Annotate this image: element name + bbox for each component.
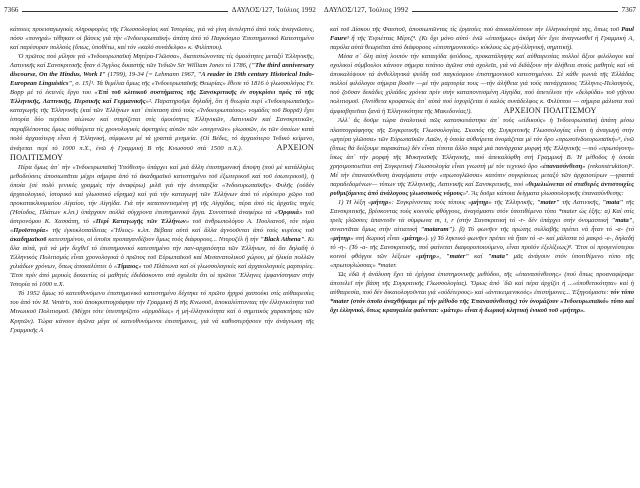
paragraph: 1) Ἡ λέξη «μήτηρ»: Συγκρίνοντας τούς τύπους «μήτηρ» τῆς Ἑλληνικῆς, "mater" τῆς Λατινικῆς, "mata" τῆς Σανσκριτικῆς, βρίσκοντας τούς κοινούς φθόγγους, ἀναγόμαστε στόν ὑποτιθέμενο τύπο *mater ὡς ἑξῆς: α) Καί στίς τρεῖς γλῶσσες ἀπαντοῦν τά σύμφωνα m, t, r (στήν Σανσκριτική τό -r- δέν ὑπάρχει στήν ὀνομαστική "mata", συναντᾶται ὅμως στήν αἰτιατική "mataram"). β) Τό φωνῆεν τῆς πρώτης συλλαβῆς πρέπει νά ἦταν τό -α- (τό «μήτηρ» στή δωρική εἶναι «μάτηρ»). γ) Τό ληκτικό φωνῆεν πρέπει νά ἦταν τό -e- καί μάλιστα τό μακρό -e-, δηλαδή τό -η-. (Τό -a- τῆς Σανσκριτικῆς, πού φαίνεται διαφοροποιούμενο, εἶναι προϊόν ἐξελίξεως)⁸. Ἔτσι οἱ προγενέστεροι κοινοί φθόγγοι τῶν λέξεων «μήτηρ», "mater" καί "mata" μᾶς ἀνάγουν στόν ὑποτιθέμενο τύπο τῆς «πρωτογλώσσας» *mater. (330, 198, 635, 270)
right-page (324, 0, 636, 488)
page-number: 7366 (4, 6, 19, 14)
paragraph: καί τοῦ Δίσκου τῆς Φαιστοῦ, ἀποσιωπῶντας τίς ἐργασίες πού ἀποκαλύπτουν τήν ἑλληνικότητά της, ὅπως τοῦ Paul Faure³ ἤ τῆς Ἐνριέττας Μέρτζ⁴. (Κι ὄχι μόνο αὐτό· ἐνῶ «ἐπισήμως» ἀκόμη δέν ἔχει ἀναγνωσθεῖ ἡ Γραμμική Α, παρόλα αὐτά θεωρεῖται ἀπό διάφορους «ἐπιστημονικούς» κύκλους ὡς μή-ἑλληνική, σημιτική). (330, 26, 634, 52)
paragraph: Μέσα σ᾽ ὅλη αὐτή λοιπόν τήν καταιγίδα ψεύδους, προκατάληψης καί αὐθαιρεσίας πολλοί ἄξιοι φιλόλογοι καί σχολικοί σύμβουλοι κάνουν σήμερα τιτάνιο ἀγῶνα στά σχολεῖα, γιά νά διδάξουν τήν ἀλήθεια στούς μαθητές καί νά ἀποκαλύψουν τά ἀνθελληνικά ψεύδη τοῦ παγκόσμιου ἐπιστημονικοῦ κατεστημένου. Σέ κάθε γωνιά τῆς Ἑλλάδας πολλοί φιλόλογοι σήμερα βοοῦν —μέ τήν μαρτυρία τους —τήν ἀλήθεια γιά τούς πανάρχαιους Ἕλληνες-Πελασγούς, πού ζοῦσαν δεκάδες χιλιάδες χρόνια πρίν στήν καταποντισμένη Αἰγηίδα, πού ἀπετέλεσε τήν «δελφύδα» τοῦ γήϊνου πολιτισμοῦ. (Ἀντίθετα κροφανώς ἀπ᾽ αὐτά πού ἰσχυρίζεται ὁ καλός συνάδελφος κ. Φιλίππου — σήμερα μάλιστα πού ἀμφισβητεῖται ξανά ἡ Ἑλληνικότητα τῆς Μακεδονίας!). ΑΡΧΕΙΟΝ ΠΟΛΙΤΙΣΜΟΥ (330, 53, 634, 116)
page-header (324, 4, 636, 16)
paragraph: Πέρα ὅμως ἀπ᾽ τήν «Ἰνδοευρωπαϊκή Ὑπόθεση» ὑπάρχει καί μιά ἄλλη ἐπιστημονική ἄποψη (πού μέ κατάλληλες μεθοδεύσεις ἀποσιωπᾶται μέχρι σήμερα ἀπό τό ἀκαδημαϊκό κατεστημένο τοῦ ἐξωτερικοῦ καί τοῦ ἐσωτερικοῦ), ἡ ὁποία (σέ πολύ γενικές γραμμές τήν ἀναφέρω) μιλᾶ γιά τήν ἀνυπαρξία «Ἰνδοευρωπαϊκῆς» Φυλῆς (οὐδέν ἀρχαιολογικό, ἱστορικό καί γλωσσικό εὕρημα) καί γιά τήν καταγωγή τῶν Ἑλλήνων ἀπό τό εὐρύτερο χῶρο τοῦ προκατακλυσμιαίου Αἰγαίου, τήν Αἰγηίδα. Γιά τήν καταποντισμένη γῆ τῆς Αἰγηίδας, πέρα ἀπό τίς ἀρχαῖες πηγές (Ἡσίοδος, Πλάτων κ.λπ.) ὑπάρχουν πολλά σύγχρονα ἐπιστημονικά ἔργα. Συνοπτικά ἀναφέρω τά «Ὀρφικά» τοῦ ἀστρονόμου Κ. Χασσάπη, τό «Περί Καταγωγῆς τῶν Ἑλλήνων» τοῦ ἀνθρωπολόγου Α. Πουλιανοῦ, τόν τόμο «Προϊστορία» τῆς ἐγκυκλοπαίδειας «Ἥλιος» κ.λπ. Βέβαια αὐτά καί ἄλλα ἀγνοοῦνται ἀπό τούς κυρίους τοῦ ἀκαδημαϊκοῦ κατεστημένου, οἱ ὁποῖοι προπαγανδίζουν ὅμως τούς διάφορους... Ντυροζέλ ἤ τήν "Black Athena". Κι ὅλα αὐτά, γιά νά μήν δεχθεῖ τό ἐπιστημονικό κατεστημένο τήν παν-αρχαιότητα τῶν Ἑλλήνων, τό ὅτι δηλαδή ὁ Ἑλληνικός Πολιτισμός εἶναι χρονολογικά ὁ πρῶτος τοῦ Εὐρωπαϊκοῦ καί Μεσανατολικοῦ χώρου, μέ ἡλικία πολλῶν χιλιάδων χρόνων, ὅπως ἀποκαλύπτει ὁ «Τίμαιος» τοῦ Πλάτωνα καί οἱ γλωσσολογικές καί ἀρχαιολογικές μαρτυρίες. Ἔτσι πρίν ἀπό μερικές δεκαετίες οἱ μαθητές ἐδιδάσκοντο στά σχολεῖα ὅτι οἱ πρῶτοι Ἕλληνες ἐμφανίστηκαν στήν Ἱστορία τό 1000 π.Χ. (10, 163, 314, 289)
paragraph: Ὁ πρῶτος πού μίλησε γιά «Ἰνδοευρωπαϊκή Μητέρα-Γλῶσσα», διαπιστώνοντας τίς ὁμοιότητες μεταξύ Ἑλληνικῆς, Λατινικῆς καί Σανσκριτικῆς ἦταν ὁ Ἄγγλος δικαστής τῶν Ἰνδιῶν Sir William Jones τό 1786, ("The third anniversary discourse, On the Hindus, Work I" (1799), 19-34 [= Lehmann 1967, "A reader in 19th century Historical Indo-European Linguistics", σ. 15]¹. Τά θεμέλια ὅμως τῆς «Ἰνδοευρωπαϊκῆς Θεωρίας» ἔθεσε τό 1816 ὁ γλωσσολόγος Fr. Bopp μέ τό ἐκτενές ἔργο του «Ἐπί τοῦ κλιτικοῦ συστήματος τῆς Σανσκριτικῆς ἐν συγκρίσει πρός τό τῆς Ἑλληνικῆς, Λατινικῆς, Περσικῆς καί Γερμανικῆς»². Παρατηροῦμε δηλαδή, ὅτι ἡ θεωρία περί «Ἰνδοευρωπαϊκῆς» καταγωγῆς τῆς Ἑλληνικῆς (καί τῶν Ἑλλήνων κατ᾽ ἐπέκταση ἀπό τούς «Ἰνδοευρωπαίους» νομάδες τοῦ Βορρᾶ) ἔχει ἱστορία δύο περίπου αἰώνων καί στηρίζεται στίς ὁμοιότητες Ἑλληνικῶν, Λατινικῶν καί Σανσκριτικῶν, παραβλέποντας ὅμως αὐθαίρετα τίς χρονολογικές ἀφετηρίες αὐτῶν τῶν «συγγενῶν» γλωσσῶν, ἐκ τῶν ὁποίων κατά πολύ ἀρχαιότερη εἶναι ἡ Ἑλληνική, σύμφωνα μέ τά γραπτά μνημεία. (Οἱ Βέδες, τό ἀρχαιότερο Ἰνδικό κείμενο, ἀνάγεται περί τό 1000 π.Χ., ἐνῶ ἡ Γραμμική Β τῆς Κνωσσοῦ στά 1500 π.Χ.). ΑΡΧΕΙΟΝ ΠΟΛΙΤΙΣΜΟΥ (10, 53, 315, 162)
page-number: 7367 (621, 6, 636, 14)
left-page (4, 0, 316, 488)
page-header (4, 4, 316, 16)
article-body (10, 25, 314, 335)
paragraph: κάποιες προεισαγωγικές πληροφορίες τῆς Γλωσσολογίας καί Ἱστορίας, γιά νά γίνη ἀντιληπτό ἀπό τούς ἀναγνῶστες, πόσο «πονηρά» τέθηκαν οἱ βάσεις γιά τήν «Ἰνδοευρωπαϊκή» ἀπάτη ἀπό τό Παγκόσμιο Ἐπιστημονικό Κατεστημένο καί παρέσυραν πολλούς (ὅπως, ὑποθέτω, καί τόν «καλό συνάδελφο» κ. Φιλίππου). (10, 26, 314, 52)
paragraph: Ἀλλ᾽ ἄς δοῦμε τώρα ἀναλυτικά πῶς κατασκευάστηκε ἀπ᾽ τούς «εἰδικούς» ἡ Ἰνδοευρωπαϊκή ἀπάτη μέσω πλαστογράφησης τῆς Συγκριτικῆς Γλωσσολογίας. Σκοπός τῆς Συγκριτικῆς Γλωσσολογίας εἶναι ἡ ἀναγωγή στήν «μητέρα γλῶσσα» τῶν Εὐρωπαϊκῶν Λαῶν, ἡ ὁποία αὐθαίρετα ὀνομάζεται μέ τόν ὅρο «πρωτοϊνδοευρωπαϊκή»⁵, ἐνῶ (ὅπως θά δείξουμε παρακάτω) δέν εἶναι τίποτα ἄλλο παρά μιά πανάρχαια μορφή τῆς Ἑλληνικῆς —πιό «πρωτόγονη» ἴσως ἀπ᾽ τήν μορφή τῆς Μυκηναϊκῆς Ἑλληνικῆς, πού ἀπεκαλύφθη στή Γραμμική Β. Ἡ μέθοδος ἡ ὁποία χρησιμοποιεῖται στή Συγκριτική Γλωσσολογία εἶναι γνωστή μέ τόν τεχνικό ὅρο «ἐπανασύνθεση» (rekonstruktion)⁶. Μέ τήν ἐπανασύνθεση ἀναγόμαστε στήν «πρωτογλῶσσα» κατόπιν συγκρίσεως μεταξύ τῶν ἀρχαιοτέρων —γραπτά παραδεδομένων— τύπων τῆς Ἑλληνικῆς, Λατινικῆς καί Σανσκριτικῆς, πού «θεμελιώνεται σέ σταθερές ἀντιστοιχίες ρυθμιζόμενες ἀπό ἀνάλογους γλωσσικούς νόμους»⁷. Ἄς δοῦμε κάποια δείγματα γλωσσολογικῆς ἐπανασύνθεσης: (330, 117, 635, 197)
running-head: ΔΑΥΛΟΣ/127, Ἰούλιος 1992 (324, 6, 409, 14)
header-rule (22, 11, 227, 12)
archive-watermark: ΑΡΧΕΙΟΝ ΠΟΛΙΤΙΣΜΟΥ (10, 142, 315, 162)
article-body (330, 25, 634, 316)
archive-watermark: ΑΡΧΕΙΟΝ ΠΟΛΙΤΙΣΜΟΥ (503, 106, 597, 116)
header-rule (412, 11, 617, 12)
paragraph: Ὡς ἐδῶ ἡ ἀνάλυση ἔχει τά ἐχέγγυα ἐπιστημονικῆς μεθόδου, τῆς «ἐπανασύνθεσης» (πού ὅπως προαναφέραμε ἀποτελεῖ τήν βάση τῆς Συγκριτικῆς Γλωσσολογίας). Ὅμως ἀπό ᾽δῶ καί πέρα ἀρχίζει ἡ ...«ὑποθετικότητα» καί ἡ αὐθαιρεσία, πού δέν δικαιολογοῦνται γιά «οὐδέτερους» καί «ἀντικειμενικούς» ἐπιστήμονες... Ἐξηγούμαστε: τόν τύπο *mater (στόν ὁποῖο ἀναχθήκαμε μέ τήν μέθοδο τῆς Ἐπανασύνθεσης) τόν ὀνομάζουν «Ἰνδοευρωπαϊκό» τύπο καί ὄχι ἑλληνικό, ὅπως κραυγαλέα φαίνεται: «μάτερ» εἶναι ἡ δωρική κλητική ἑνικοῦ τοῦ «μήτηρ». (330, 271, 635, 315)
running-head: ΔΑΥΛΟΣ/127, Ἰούλιος 1992 (231, 6, 316, 14)
paragraph: Τό 1952 ὅμως τό κατευθυνόμενο ἐπιστημονικό κατεστημένο δέχτηκε τό πρῶτο ἠχηρό χαστούκι στίς αὐθαιρεσίες του ἀπό τόν Μ. Ventris, πού ἀποκρυπτογράφησε τήν Γραμμική Β τῆς Κνωσοῦ, ἀποκαλύπτοντας τήν ἑλληνικότητα τοῦ Μινωικοῦ Πολιτισμοῦ. (Μέχρι τότε ὑπεστηρίζετο «ἁρμοδίως» ἡ μή-ἑλληνικότητα καί ὁ σημιτικός χαρακτήρας τῶν Κρητῶν). Τώρα κάνουν ἀγῶνα μέγα οἱ κατευθυνόμενοι ἐπιστήμονες, γιά νά καθυστερήσουν τήν ἀνάγνωση τῆς Γραμμικῆς Α (10, 290, 314, 334)
